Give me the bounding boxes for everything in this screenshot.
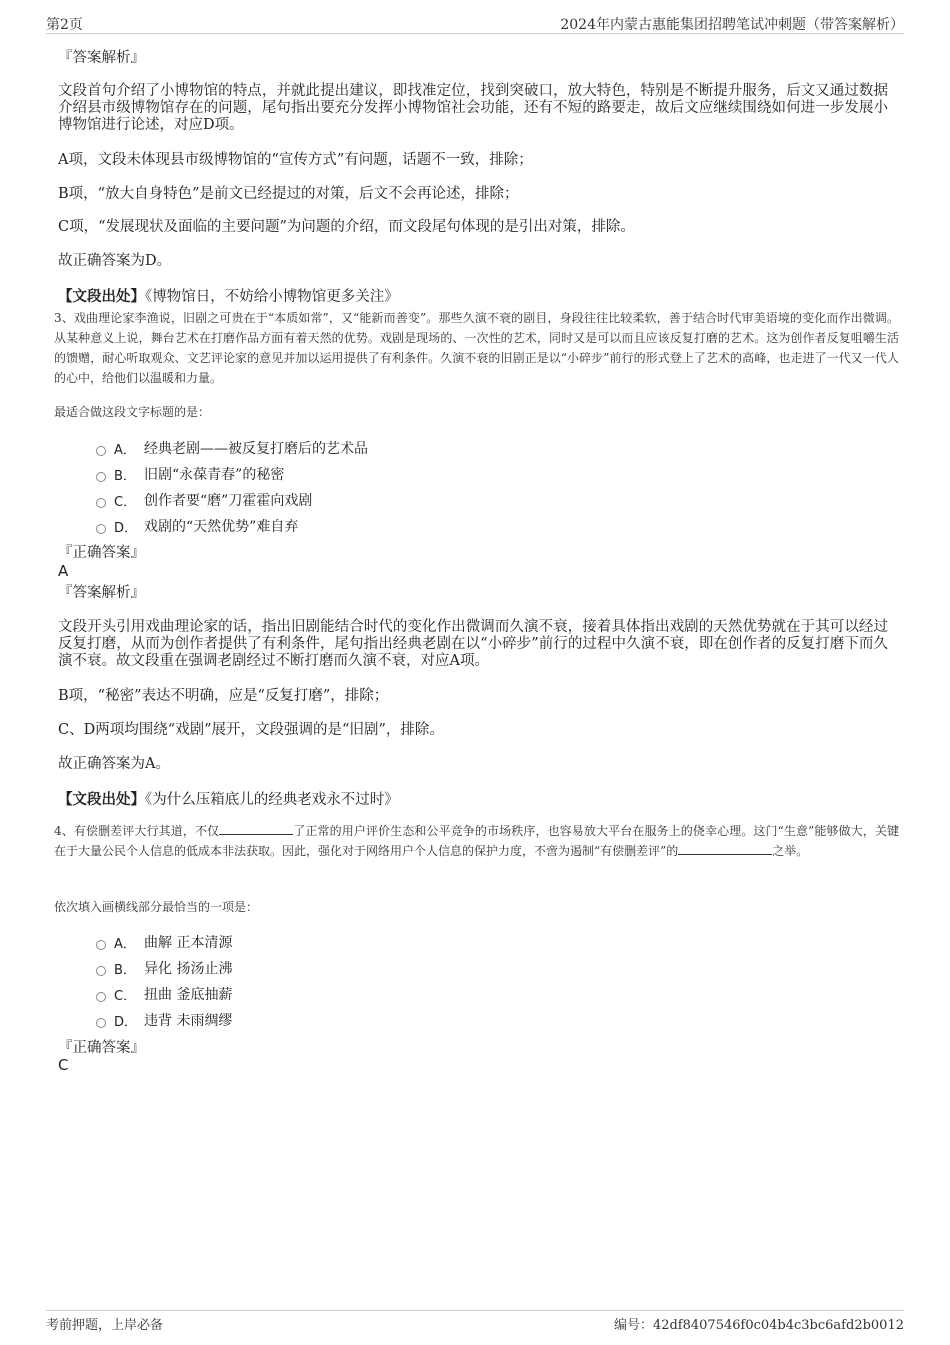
q3-conclusion: 故正确答案为A。 [58, 756, 170, 772]
q3-source [58, 788, 399, 809]
source-label: 【文段出处】 [58, 791, 145, 808]
q2-analysis-text: 文段首句介绍了小博物馆的特点，并就此提出建议，即找准定位，找到突破口，放大特色，特别是不断提升服务，后文又通过数据介绍县市级博物馆存在的问题，尾句指出要充分发挥小博物馆社会功能，还有不短的路要走，故后文应继续围绕如何进一步发展小博物馆进行论述，对应D项。 [58, 83, 888, 133]
q2-source [58, 285, 399, 306]
footer-divider [46, 1310, 904, 1311]
q3-option-a[interactable]: A． 经典老剧——被反复打磨后的艺术品 [96, 438, 368, 458]
analysis-label: 『答案解析』 [58, 50, 145, 66]
question-3-text: 3、戏曲理论家李渔说，旧剧之可贵在于“本质如常”，又“能新而善变”。那些久演不衰的剧目，身段往往比较柔软，善于结合时代审美语境的变化而作出微调。从某种意义上说，舞台艺术在打磨作品方面有着天然的优势。戏剧是现场的、一次性的艺术，同时又是可以而且应该反复打磨的艺术。这为创作者反复咀嚼生活的馈赠，耐心听取观众、文艺评论家的意见并加以运用提供了有利条件。久演不衰的旧剧正是以“小碎步”前行的形式登上了艺术的高峰，也走进了一代又一代人的心中，给他们以温暖和力量。 [54, 311, 899, 385]
source-title: 《为什么压箱底儿的经典老戏永不过时》 [145, 792, 399, 808]
radio-icon[interactable] [96, 498, 106, 508]
answer-blank-1 [219, 822, 293, 835]
q3-correct-answer: A [58, 562, 69, 580]
question-4-prompt: 依次填入画横线部分最恰当的一项是： [54, 900, 259, 914]
q4-option-a[interactable]: A． 曲解 正本清源 [96, 932, 232, 952]
q4-correct-answer: C [58, 1056, 69, 1074]
q2-conclusion: 故正确答案为D。 [58, 253, 172, 269]
radio-icon[interactable] [96, 1018, 106, 1028]
page-number: 第2页 [46, 17, 83, 33]
q3-analysis-cd: C、D两项均围绕“戏剧”展开，文段强调的是“旧剧”，排除。 [58, 722, 444, 738]
source-label: 【文段出处】 [58, 288, 145, 305]
q2-analysis-a: A项，文段未体现县市级博物馆的“宣传方式”有问题，话题不一致，排除； [58, 152, 533, 168]
q4-option-b[interactable]: B． 异化 扬汤止沸 [96, 958, 232, 978]
analysis-label: 『答案解析』 [58, 585, 145, 601]
q4-option-c[interactable]: C． 扭曲 釜底抽薪 [96, 984, 232, 1004]
question-4-text: 4、有偿删差评大行其道，不仅 了正常的用户评价生态和公平竞争的市场秩序，也容易放大平台在服务上的侥幸心理。这门“生意”能够做大，关键在于大量公民个人信息的低成本非法获取。因此，强化对于网络用户个人信息的保护力度，不啻为遏制“有偿删差评”的 之举。 [54, 824, 899, 858]
q2-analysis-b: B项，“放大自身特色”是前文已经提过的对策，后文不会再论述，排除； [58, 186, 519, 202]
answer-blank-2 [678, 842, 772, 855]
document-serial: 编号：42df8407546f0c04b4c3bc6afd2b0012 [613, 1318, 904, 1333]
q3-option-d[interactable]: D． 戏剧的“天然优势”难自弃 [96, 516, 298, 536]
q4-option-d[interactable]: D． 违背 未雨绸缪 [96, 1010, 232, 1030]
q3-option-b[interactable]: B． 旧剧“永葆青春”的秘密 [96, 464, 284, 484]
radio-icon[interactable] [96, 966, 106, 976]
footer-slogan: 考前押题，上岸必备 [46, 1318, 164, 1333]
radio-icon[interactable] [96, 446, 106, 456]
radio-icon[interactable] [96, 472, 106, 482]
radio-icon[interactable] [96, 524, 106, 534]
correct-answer-label: 『正确答案』 [58, 545, 145, 561]
q2-analysis-c: C项，“发展现状及面临的主要问题”为问题的介绍，而文段尾句体现的是引出对策，排除。 [58, 219, 635, 235]
radio-icon[interactable] [96, 992, 106, 1002]
source-title: 《博物馆日，不妨给小博物馆更多关注》 [145, 289, 399, 305]
q3-analysis-b: B项，“秘密”表达不明确，应是“反复打磨”，排除； [58, 688, 389, 704]
q3-option-c[interactable]: C． 创作者要“磨”刀霍霍向戏剧 [96, 490, 312, 510]
q3-analysis-text: 文段开头引用戏曲理论家的话，指出旧剧能结合时代的变化作出微调而久演不衰，接着具体指出戏剧的天然优势就在于其可以经过反复打磨，从而为创作者提供了有利条件，尾句指出经典老剧在以“小碎步”前行的过程中久演不衰，即在创作者的反复打磨下而久演不衰。故文段重在强调老剧经过不断打磨而久演不衰，对应A项。 [58, 619, 888, 669]
header-divider [46, 33, 904, 34]
question-3-prompt: 最适合做这段文字标题的是： [54, 405, 211, 419]
radio-icon[interactable] [96, 940, 106, 950]
document-title: 2024年内蒙古惠能集团招聘笔试冲刺题（带答案解析） [560, 17, 904, 33]
correct-answer-label: 『正确答案』 [58, 1040, 145, 1056]
